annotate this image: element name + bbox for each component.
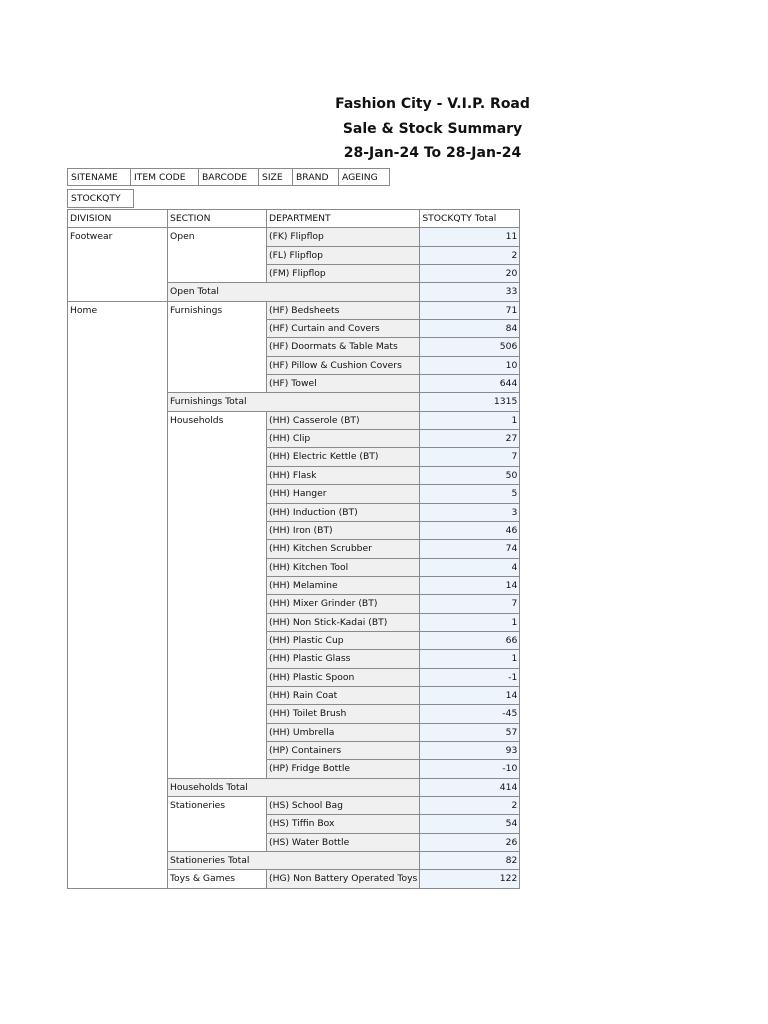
department-cell: (HH) Casserole (BT) (267, 411, 420, 429)
section-cell: Stationeries (168, 797, 267, 852)
department-cell: (HH) Plastic Cup (267, 631, 420, 649)
department-cell: (FL) Flipflop (267, 246, 420, 264)
stockqty-cell: -45 (420, 705, 520, 723)
filter-field-barcode[interactable]: BARCODE (198, 168, 259, 186)
section-cell: Open (168, 228, 267, 283)
stockqty-cell: 84 (420, 320, 520, 338)
stockqty-cell: -1 (420, 668, 520, 686)
department-cell: (HP) Containers (267, 741, 420, 759)
stockqty-cell: 20 (420, 265, 520, 283)
stockqty-cell: 46 (420, 521, 520, 539)
section-total-value: 33 (420, 283, 520, 301)
department-cell: (HH) Hanger (267, 485, 420, 503)
department-cell: (HH) Umbrella (267, 723, 420, 741)
department-cell: (HS) School Bag (267, 797, 420, 815)
stockqty-cell: 71 (420, 301, 520, 319)
department-cell: (FK) Flipflop (267, 228, 420, 246)
report-title-name: Sale & Stock Summary (342, 120, 523, 137)
stockqty-cell: 74 (420, 540, 520, 558)
department-cell: (HH) Rain Coat (267, 686, 420, 704)
section-total-label: Furnishings Total (168, 393, 420, 411)
department-cell: (FM) Flipflop (267, 265, 420, 283)
stockqty-cell: 11 (420, 228, 520, 246)
department-cell: (HG) Non Battery Operated Toys (267, 870, 420, 888)
filter-fields-bar (67, 168, 389, 186)
department-cell: (HH) Non Stick-Kadai (BT) (267, 613, 420, 631)
stockqty-cell: 57 (420, 723, 520, 741)
department-cell: (HH) Flask (267, 466, 420, 484)
header-stockqty-total[interactable]: STOCKQTY Total (420, 210, 520, 228)
stockqty-cell: 54 (420, 815, 520, 833)
report-title-store: Fashion City - V.I.P. Road (335, 96, 530, 112)
department-cell: (HP) Fridge Bottle (267, 760, 420, 778)
stockqty-cell: 5 (420, 485, 520, 503)
department-cell: (HF) Pillow & Cushion Covers (267, 356, 420, 374)
department-cell: (HS) Tiffin Box (267, 815, 420, 833)
department-cell: (HH) Mixer Grinder (BT) (267, 595, 420, 613)
stockqty-cell: 7 (420, 595, 520, 613)
section-total-value: 414 (420, 778, 520, 796)
department-cell: (HH) Kitchen Scrubber (267, 540, 420, 558)
stockqty-cell: 93 (420, 741, 520, 759)
department-cell: (HH) Clip (267, 430, 420, 448)
section-total-value: 1315 (420, 393, 520, 411)
stockqty-cell: 50 (420, 466, 520, 484)
filter-field-brand[interactable]: BRAND (292, 168, 339, 186)
section-total-label: Stationeries Total (168, 852, 420, 870)
section-cell: Households (168, 411, 267, 778)
stockqty-cell: 3 (420, 503, 520, 521)
report-title-block (300, 92, 565, 166)
header-section[interactable]: SECTION (168, 210, 267, 228)
stockqty-cell: 506 (420, 338, 520, 356)
department-cell: (HF) Bedsheets (267, 301, 420, 319)
stockqty-cell: 14 (420, 576, 520, 594)
table-row (68, 228, 520, 246)
filter-field-ageing[interactable]: AGEING (338, 168, 390, 186)
filter-field-item-code[interactable]: ITEM CODE (130, 168, 199, 186)
stockqty-cell: 26 (420, 833, 520, 851)
department-cell: (HF) Curtain and Covers (267, 320, 420, 338)
stock-pivot-table (67, 209, 520, 889)
stockqty-cell: 1 (420, 411, 520, 429)
measure-field-stockqty[interactable]: STOCKQTY (67, 189, 134, 208)
header-division[interactable]: DIVISION (68, 210, 168, 228)
stockqty-cell: 122 (420, 870, 520, 888)
stockqty-cell: 1 (420, 613, 520, 631)
filter-field-sitename[interactable]: SITENAME (67, 168, 131, 186)
department-cell: (HF) Towel (267, 375, 420, 393)
table-row (68, 301, 520, 319)
stockqty-cell: 66 (420, 631, 520, 649)
section-total-label: Open Total (168, 283, 420, 301)
report-title-date-range: 28-Jan-24 To 28-Jan-24 (343, 145, 522, 161)
stockqty-cell: 14 (420, 686, 520, 704)
stockqty-cell: 7 (420, 448, 520, 466)
stockqty-cell: 2 (420, 797, 520, 815)
division-cell: Home (68, 301, 168, 888)
header-department[interactable]: DEPARTMENT (267, 210, 420, 228)
department-cell: (HH) Kitchen Tool (267, 558, 420, 576)
department-cell: (HH) Induction (BT) (267, 503, 420, 521)
department-cell: (HH) Plastic Glass (267, 650, 420, 668)
stockqty-cell: 644 (420, 375, 520, 393)
stockqty-cell: 2 (420, 246, 520, 264)
filter-field-size[interactable]: SIZE (258, 168, 293, 186)
stockqty-cell: 27 (420, 430, 520, 448)
department-cell: (HF) Doormats & Table Mats (267, 338, 420, 356)
stockqty-cell: -10 (420, 760, 520, 778)
department-cell: (HH) Toilet Brush (267, 705, 420, 723)
section-cell: Toys & Games (168, 870, 267, 888)
table-header-row (68, 210, 520, 228)
department-cell: (HH) Electric Kettle (BT) (267, 448, 420, 466)
section-total-value: 82 (420, 852, 520, 870)
stockqty-cell: 4 (420, 558, 520, 576)
department-cell: (HS) Water Bottle (267, 833, 420, 851)
division-cell: Footwear (68, 228, 168, 301)
section-total-label: Households Total (168, 778, 420, 796)
department-cell: (HH) Iron (BT) (267, 521, 420, 539)
stockqty-cell: 10 (420, 356, 520, 374)
department-cell: (HH) Plastic Spoon (267, 668, 420, 686)
stockqty-cell: 1 (420, 650, 520, 668)
department-cell: (HH) Melamine (267, 576, 420, 594)
section-cell: Furnishings (168, 301, 267, 393)
